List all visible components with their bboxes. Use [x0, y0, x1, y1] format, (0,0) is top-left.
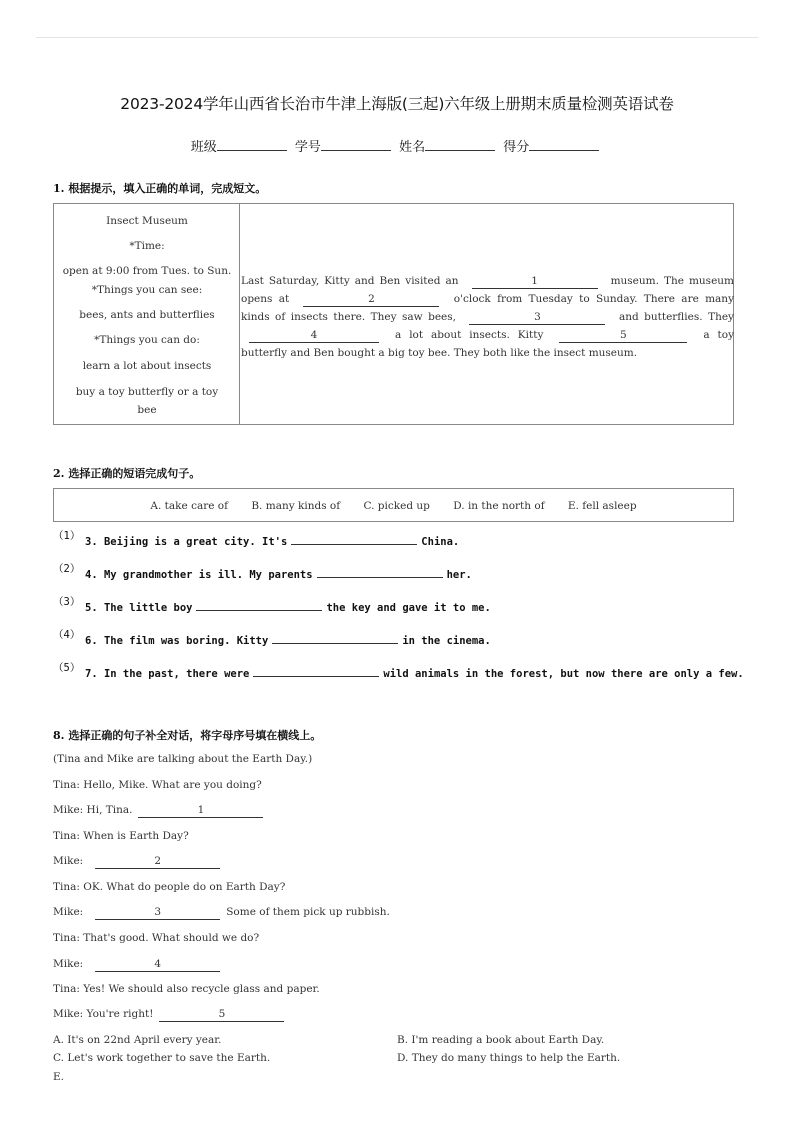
q2-option: A. take care of [150, 500, 228, 512]
q1-passage [241, 272, 734, 362]
dialog-blank-4[interactable]: 4 [95, 958, 220, 972]
q2-item-text: 5. The little boy [85, 602, 193, 614]
q8-option-e: E. [53, 1071, 65, 1083]
q2-answer-blank[interactable] [291, 534, 417, 545]
dialog-line [53, 779, 262, 791]
museum-info-line: learn a lot about insects [82, 360, 212, 372]
score-blank[interactable] [529, 138, 599, 151]
dialog-line [53, 855, 226, 869]
q2-options-box [53, 488, 734, 522]
passage-blank-1[interactable]: 1 [472, 275, 598, 289]
q2-answer-blank[interactable] [317, 567, 443, 578]
q2-item-text: 7. In the past, there were [85, 668, 250, 680]
q2-answer-blank[interactable] [272, 633, 398, 644]
dialog-text: Tina: That's good. What should we do? [53, 932, 260, 944]
museum-info-line: bees, ants and butterflies [79, 309, 215, 321]
q2-answer-blank[interactable] [253, 666, 379, 677]
q2-item-text: in the cinema. [402, 635, 491, 647]
museum-info-cell [54, 204, 240, 424]
q2-item-text: 4. My grandmother is ill. My parents [85, 569, 313, 581]
dialog-text: Tina: When is Earth Day? [53, 830, 189, 842]
q2-option: E. fell asleep [567, 500, 637, 512]
passage-text: a toy butterfly and Ben bought a big toy bee. They both like the insect museum. [241, 329, 735, 359]
q1-table [53, 203, 734, 425]
museum-info-line: *Time: [129, 240, 165, 252]
q2-item-text: the key and gave it to me. [326, 602, 491, 614]
q2-item-text: China. [421, 536, 460, 548]
q2-item-text: her. [446, 569, 472, 581]
q2-item-text: 6. The film was boring. Kitty [85, 635, 269, 647]
dialog-blank-2[interactable]: 2 [95, 855, 220, 869]
dialog-text: Mike: [53, 906, 84, 918]
dialog-line [53, 932, 259, 944]
name-blank[interactable] [425, 138, 495, 151]
passage-text: a lot about insects. Kitty [394, 329, 544, 341]
passage-text: Last Saturday, Kitty and Ben visited an [241, 275, 459, 287]
museum-info-line: Insect Museum [106, 215, 188, 227]
dialog-blank-1[interactable]: 1 [138, 804, 263, 818]
dialog-text: Mike: Hi, Tina. [53, 804, 133, 816]
dialog-line [53, 881, 285, 893]
student-number-label: 学号 [294, 140, 321, 155]
dialog-blank-5[interactable]: 5 [159, 1008, 284, 1022]
dialog-text: Tina: Hello, Mike. What are you doing? [53, 779, 262, 791]
q2-option: C. picked up [363, 500, 430, 512]
passage-text: museum. The museum opens at [241, 275, 735, 305]
dialog-text: Mike: You're right! [53, 1008, 154, 1020]
q2-heading: 2. 选择正确的短语完成句子。 [53, 467, 201, 480]
q2-item-number: （3） [53, 596, 81, 608]
q2-item-text: 3. Beijing is a great city. It's [85, 536, 288, 548]
museum-info-line: open at 9:00 from Tues. to Sun. [62, 265, 232, 277]
dialog-text: Mike: [53, 958, 84, 970]
q8-heading: 8. 选择正确的句子补全对话，将字母序号填在横线上。 [53, 729, 322, 742]
q2-item-number: （4） [53, 629, 81, 641]
q2-answer-blank[interactable] [196, 600, 322, 611]
passage-blank-3[interactable]: 3 [469, 311, 605, 325]
name-label: 姓名 [399, 140, 426, 155]
dialog-text: Tina: OK. What do people do on Earth Day? [53, 881, 286, 893]
dialog-text: Some of them pick up rubbish. [226, 906, 390, 918]
q8-option-b: B. I'm reading a book about Earth Day. [397, 1034, 605, 1046]
dialog-line [53, 1008, 290, 1022]
passage-blank-2[interactable]: 2 [303, 293, 439, 307]
museum-info-line: bee [137, 404, 157, 416]
passage-text: o'clock from Tuesday to Sunday. There are many kinds of insects there. They saw bees, [241, 293, 735, 323]
q2-option: B. many kinds of [251, 500, 341, 512]
student-number-blank[interactable] [321, 138, 391, 151]
q8-option-c: C. Let's work together to save the Earth. [53, 1052, 271, 1064]
q2-item-number: （5） [53, 662, 81, 674]
dialog-line [53, 906, 390, 920]
q2-option: D. in the north of [453, 500, 545, 512]
dialog-blank-3[interactable]: 3 [95, 906, 220, 920]
museum-info-line: *Things you can do: [94, 334, 200, 346]
class-label: 班级 [190, 140, 217, 155]
dialog-intro: (Tina and Mike are talking about the Earth Day.) [53, 753, 313, 765]
student-info-row [0, 136, 794, 155]
dialog-text: Tina: Yes! We should also recycle glass and paper. [53, 983, 320, 995]
q8-option-d: D. They do many things to help the Earth. [397, 1052, 621, 1064]
dialog-text: Mike: [53, 855, 84, 867]
passage-blank-5[interactable]: 5 [559, 329, 687, 343]
page-title: 2023-2024学年山西省长治市牛津上海版(三起)六年级上册期末质量检测英语试卷 [120, 95, 674, 113]
dialog-line [53, 830, 189, 842]
dialog-line [53, 804, 269, 818]
q8-option-a: A. It's on 22nd April every year. [53, 1034, 222, 1046]
dialog-line [53, 983, 320, 995]
q2-item-number: （1） [53, 530, 81, 542]
class-blank[interactable] [217, 138, 287, 151]
q2-item-text: wild animals in the forest, but now there are only a few. [383, 668, 744, 680]
header-divider [36, 37, 758, 38]
passage-text: and butterflies. They [618, 311, 734, 323]
dialog-line [53, 958, 226, 972]
museum-info-line: *Things you can see: [91, 284, 203, 296]
score-label: 得分 [503, 140, 530, 155]
q2-item-number: （2） [53, 563, 81, 575]
q1-heading: 1. 根据提示，填入正确的单词，完成短文。 [53, 182, 267, 195]
museum-info-line: buy a toy butterfly or a toy [75, 386, 219, 398]
passage-blank-4[interactable]: 4 [249, 329, 379, 343]
